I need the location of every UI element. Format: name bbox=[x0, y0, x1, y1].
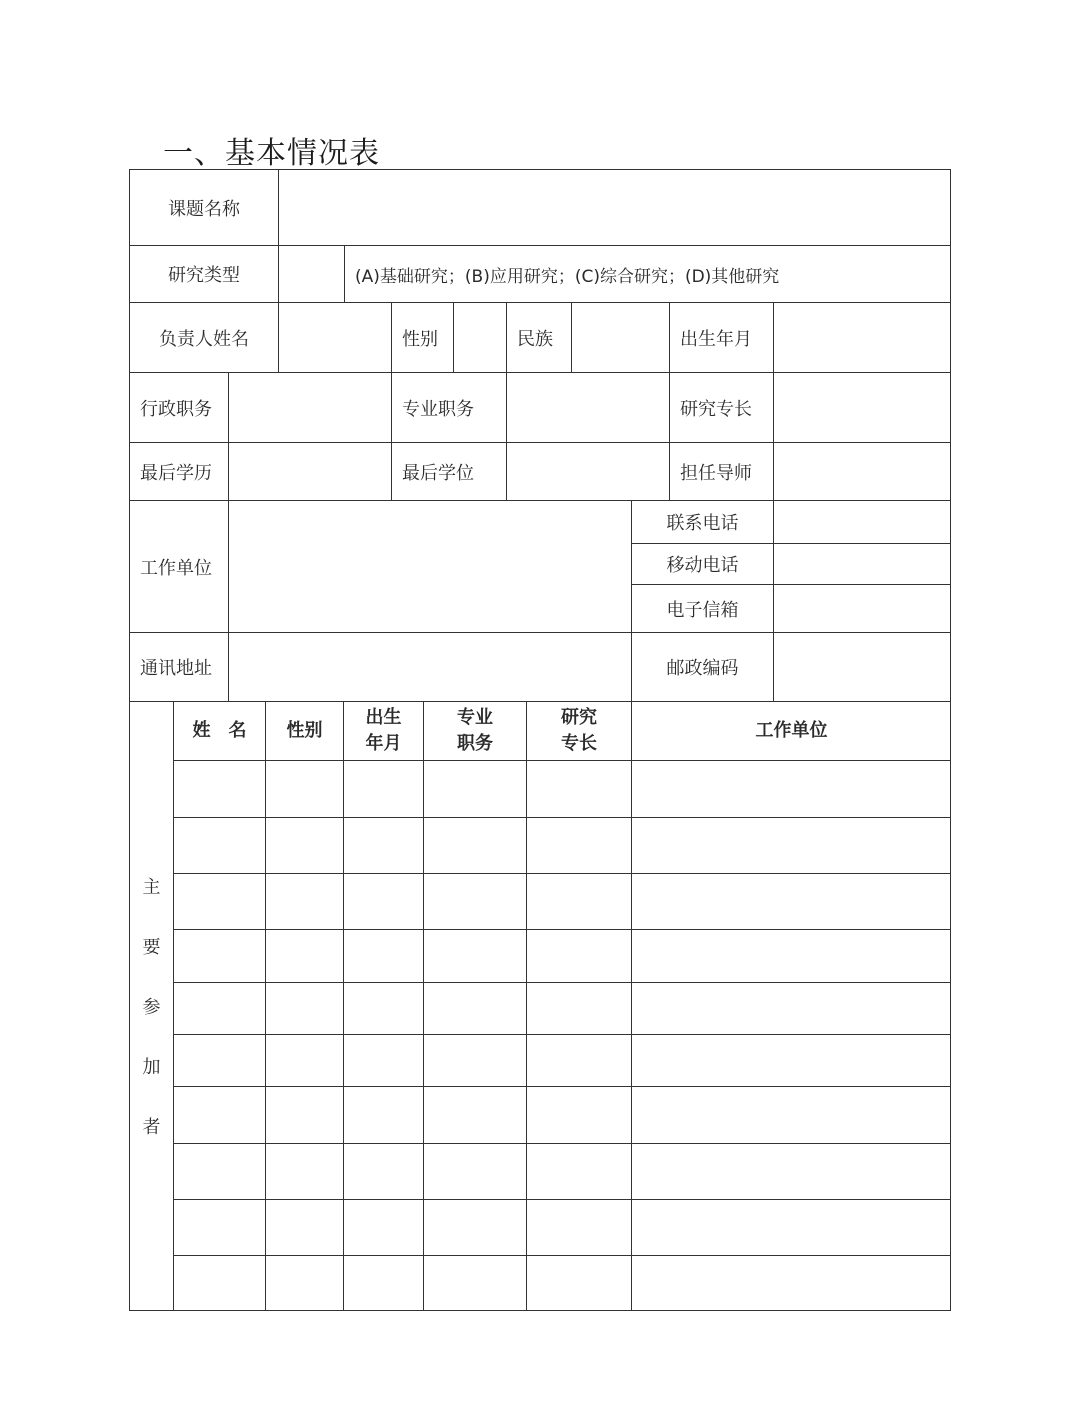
header-title-line2: 职务 bbox=[457, 733, 493, 754]
highest-degree-field[interactable] bbox=[507, 443, 670, 501]
participant-gender-cell[interactable] bbox=[266, 1035, 344, 1087]
participant-unit-cell[interactable] bbox=[632, 1087, 951, 1144]
participant-name-cell[interactable] bbox=[174, 1087, 266, 1144]
participant-birth-cell[interactable] bbox=[344, 983, 424, 1035]
header-gender-text: 性别 bbox=[286, 719, 323, 741]
participant-birth-cell[interactable] bbox=[344, 1087, 424, 1144]
email-field[interactable] bbox=[774, 585, 951, 633]
participant-title-cell[interactable] bbox=[424, 983, 527, 1035]
side-char: 者 bbox=[142, 1117, 161, 1138]
participant-birth-cell[interactable] bbox=[344, 1256, 424, 1310]
label-work-unit: 工作单位 bbox=[130, 501, 229, 633]
participant-specialty-cell[interactable] bbox=[527, 1256, 632, 1310]
header-gender bbox=[266, 702, 344, 761]
participant-gender-cell[interactable] bbox=[266, 1256, 344, 1310]
header-title bbox=[424, 702, 527, 761]
label-research-specialty: 研究专长 bbox=[670, 373, 774, 443]
participant-gender-cell[interactable] bbox=[266, 818, 344, 874]
header-birth-line1: 出生 bbox=[365, 706, 402, 728]
participant-title-cell[interactable] bbox=[424, 1144, 527, 1200]
birth-date-field[interactable] bbox=[774, 303, 951, 373]
research-type-options: (A)基础研究；(B)应用研究；(C)综合研究；(D)其他研究 bbox=[345, 246, 951, 303]
participant-title-cell[interactable] bbox=[424, 1035, 527, 1087]
label-email: 电子信箱 bbox=[632, 585, 774, 633]
side-char: 要 bbox=[142, 937, 161, 958]
participant-gender-cell[interactable] bbox=[266, 761, 344, 818]
participant-specialty-cell[interactable] bbox=[527, 1200, 632, 1256]
participant-specialty-cell[interactable] bbox=[527, 983, 632, 1035]
basic-info-table bbox=[129, 169, 951, 1311]
participant-specialty-cell[interactable] bbox=[527, 818, 632, 874]
participant-birth-cell[interactable] bbox=[344, 818, 424, 874]
header-birth bbox=[344, 702, 424, 761]
participant-birth-cell[interactable] bbox=[344, 930, 424, 983]
participant-unit-cell[interactable] bbox=[632, 761, 951, 818]
participant-unit-cell[interactable] bbox=[632, 874, 951, 930]
participant-birth-cell[interactable] bbox=[344, 1200, 424, 1256]
label-supervisor: 担任导师 bbox=[670, 443, 774, 501]
side-char: 加 bbox=[142, 1057, 161, 1078]
ethnicity-field[interactable] bbox=[572, 303, 670, 373]
participants-side-label bbox=[130, 702, 174, 1310]
side-char: 参 bbox=[142, 997, 161, 1018]
participant-gender-cell[interactable] bbox=[266, 930, 344, 983]
topic-name-field[interactable] bbox=[279, 170, 951, 246]
header-name-text: 姓 名 bbox=[192, 719, 247, 741]
participant-specialty-cell[interactable] bbox=[527, 930, 632, 983]
participant-name-cell[interactable] bbox=[174, 930, 266, 983]
label-highest-degree: 最后学位 bbox=[392, 443, 507, 501]
label-postal-code: 邮政编码 bbox=[632, 633, 774, 702]
participant-unit-cell[interactable] bbox=[632, 930, 951, 983]
highest-education-field[interactable] bbox=[229, 443, 392, 501]
label-highest-education: 最后学历 bbox=[130, 443, 229, 501]
participant-name-cell[interactable] bbox=[174, 874, 266, 930]
participant-name-cell[interactable] bbox=[174, 1256, 266, 1310]
header-unit bbox=[632, 702, 951, 761]
research-specialty-field[interactable] bbox=[774, 373, 951, 443]
participant-unit-cell[interactable] bbox=[632, 1144, 951, 1200]
participant-birth-cell[interactable] bbox=[344, 874, 424, 930]
label-mobile: 移动电话 bbox=[632, 544, 774, 585]
address-field[interactable] bbox=[229, 633, 632, 702]
participant-name-cell[interactable] bbox=[174, 761, 266, 818]
header-unit-text: 工作单位 bbox=[755, 719, 828, 741]
participant-unit-cell[interactable] bbox=[632, 1035, 951, 1087]
page-title: 一、基本情况表 bbox=[163, 136, 380, 171]
label-topic-name: 课题名称 bbox=[130, 170, 279, 246]
label-gender: 性别 bbox=[392, 303, 454, 373]
side-char: 主 bbox=[142, 877, 161, 898]
supervisor-field[interactable] bbox=[774, 443, 951, 501]
header-specialty-line2: 专长 bbox=[561, 733, 597, 754]
participant-gender-cell[interactable] bbox=[266, 1200, 344, 1256]
participant-unit-cell[interactable] bbox=[632, 1200, 951, 1256]
participant-birth-cell[interactable] bbox=[344, 761, 424, 818]
participant-gender-cell[interactable] bbox=[266, 1144, 344, 1200]
participant-title-cell[interactable] bbox=[424, 1087, 527, 1144]
participant-birth-cell[interactable] bbox=[344, 1144, 424, 1200]
label-professional-title: 专业职务 bbox=[392, 373, 507, 443]
participant-title-cell[interactable] bbox=[424, 761, 527, 818]
participant-name-cell[interactable] bbox=[174, 983, 266, 1035]
participant-gender-cell[interactable] bbox=[266, 874, 344, 930]
participant-name-cell[interactable] bbox=[174, 1200, 266, 1256]
label-leader-name: 负责人姓名 bbox=[130, 303, 279, 373]
participant-name-cell[interactable] bbox=[174, 1035, 266, 1087]
participant-specialty-cell[interactable] bbox=[527, 1035, 632, 1087]
participant-gender-cell[interactable] bbox=[266, 1087, 344, 1144]
participant-unit-cell[interactable] bbox=[632, 1256, 951, 1310]
label-research-type: 研究类型 bbox=[130, 246, 279, 303]
header-name bbox=[174, 702, 266, 761]
header-specialty-line1: 研究 bbox=[561, 706, 597, 728]
participant-gender-cell[interactable] bbox=[266, 983, 344, 1035]
admin-position-field[interactable] bbox=[229, 373, 392, 443]
participant-name-cell[interactable] bbox=[174, 818, 266, 874]
leader-name-field[interactable] bbox=[279, 303, 392, 373]
participant-name-cell[interactable] bbox=[174, 1144, 266, 1200]
participant-specialty-cell[interactable] bbox=[527, 874, 632, 930]
participant-title-cell[interactable] bbox=[424, 818, 527, 874]
participant-specialty-cell[interactable] bbox=[527, 1144, 632, 1200]
research-type-field[interactable] bbox=[279, 246, 345, 303]
participant-birth-cell[interactable] bbox=[344, 1035, 424, 1087]
mobile-field[interactable] bbox=[774, 544, 951, 585]
participant-unit-cell[interactable] bbox=[632, 983, 951, 1035]
participant-title-cell[interactable] bbox=[424, 930, 527, 983]
participant-title-cell[interactable] bbox=[424, 1256, 527, 1310]
gender-field[interactable] bbox=[454, 303, 507, 373]
label-address: 通讯地址 bbox=[130, 633, 229, 702]
header-title-line1: 专业 bbox=[457, 706, 493, 728]
label-birth-date: 出生年月 bbox=[670, 303, 774, 373]
label-phone: 联系电话 bbox=[632, 501, 774, 544]
header-birth-line2: 年月 bbox=[365, 733, 402, 754]
participant-specialty-cell[interactable] bbox=[527, 761, 632, 818]
participant-unit-cell[interactable] bbox=[632, 818, 951, 874]
participant-title-cell[interactable] bbox=[424, 1200, 527, 1256]
label-admin-position: 行政职务 bbox=[130, 373, 229, 443]
participant-title-cell[interactable] bbox=[424, 874, 527, 930]
phone-field[interactable] bbox=[774, 501, 951, 544]
label-ethnicity: 民族 bbox=[507, 303, 572, 373]
postal-code-field[interactable] bbox=[774, 633, 951, 702]
header-specialty bbox=[527, 702, 632, 761]
work-unit-field[interactable] bbox=[229, 501, 632, 633]
participant-specialty-cell[interactable] bbox=[527, 1087, 632, 1144]
professional-title-field[interactable] bbox=[507, 373, 670, 443]
